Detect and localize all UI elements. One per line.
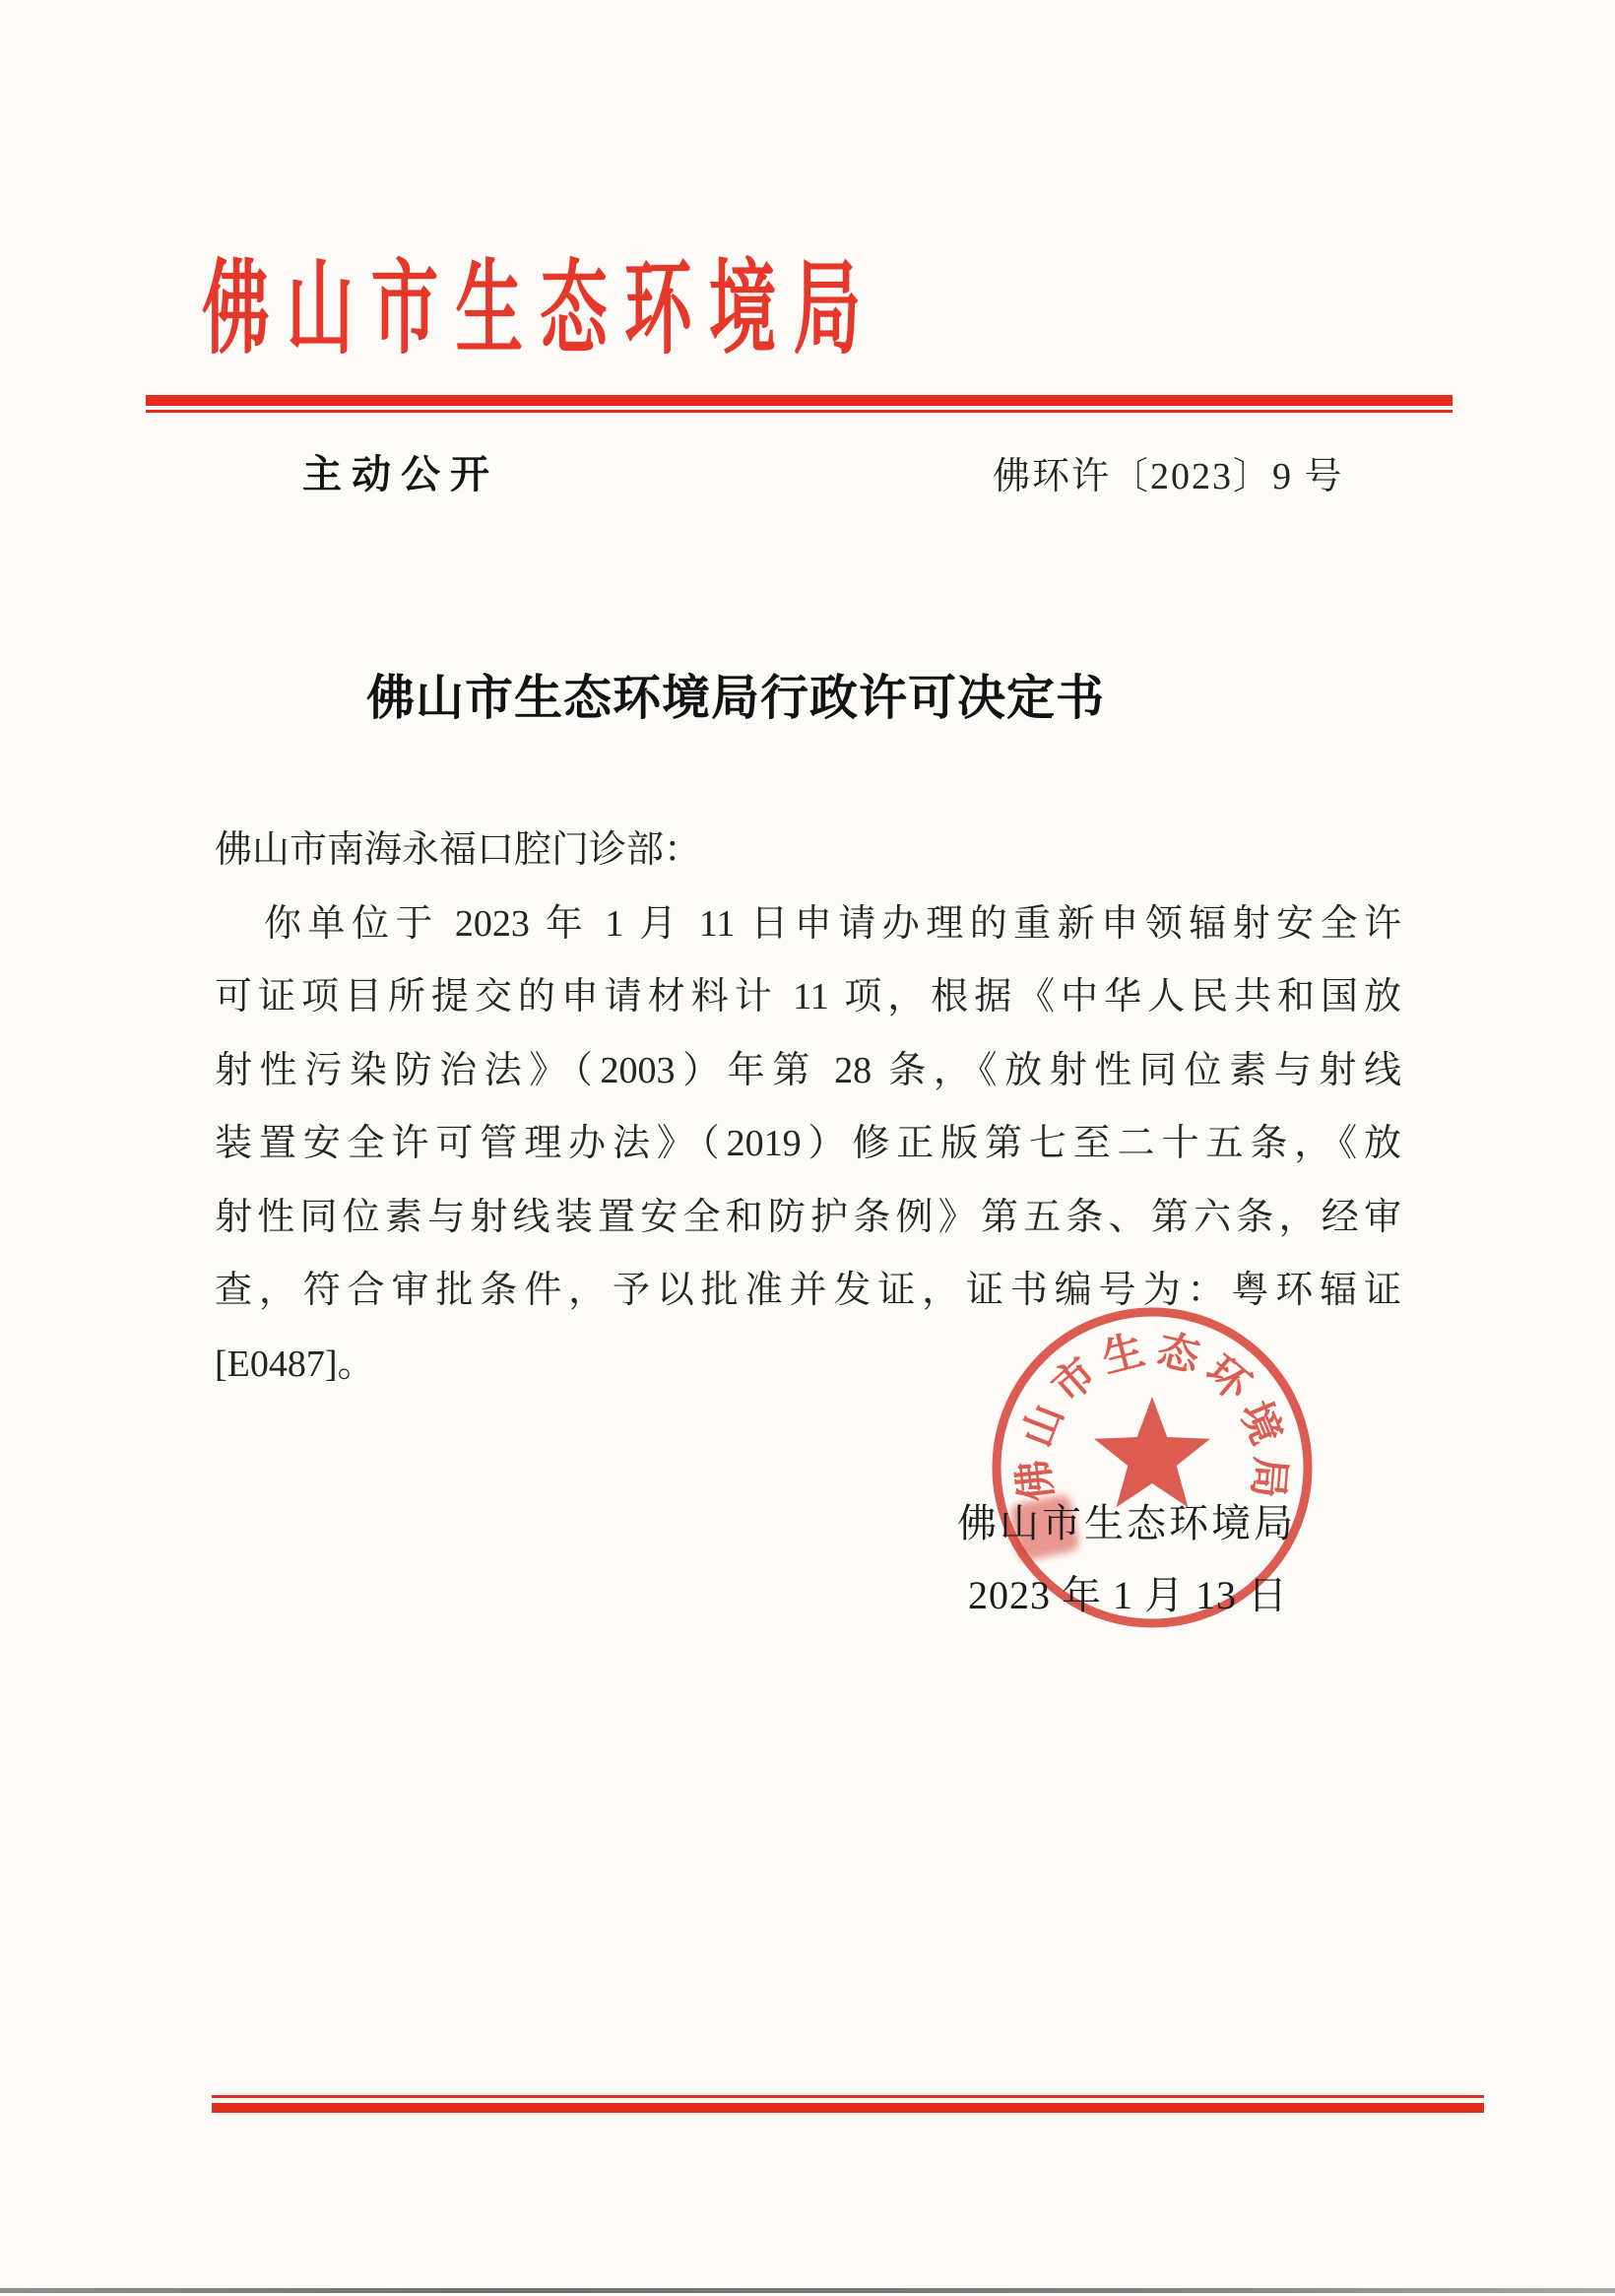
scan-bottom-edge bbox=[0, 2288, 1615, 2293]
letterhead-title bbox=[202, 254, 1226, 366]
certificate-number-line: [E0487]。 bbox=[215, 1343, 375, 1385]
header-rule-thin bbox=[146, 410, 1453, 413]
salutation: 佛山市南海永福口腔门诊部： bbox=[215, 829, 702, 871]
signature-agency: 佛山市生态环境局 bbox=[957, 1501, 1296, 1545]
body-line: 你单位于 2023 年 1 月 11 日申请办理的重新申领辐射安全许 bbox=[264, 902, 1401, 945]
body-line: 查，符合审批条件，予以批准并发证，证书编号为：粤环辐证 bbox=[215, 1270, 1401, 1311]
body-line: 可证项目所提交的申请材料计 11 项，根据《中华人民共和国放 bbox=[215, 976, 1401, 1017]
footer-rule-thick bbox=[212, 2103, 1484, 2113]
seal-arc-text: 佛山市生态环境局 bbox=[1011, 1327, 1293, 1504]
letterhead-title-text: 佛山市生态环境局 bbox=[202, 253, 878, 366]
body-line: 射性污染防治法》（2003）年第 28 条，《放射性同位素与射线 bbox=[215, 1049, 1401, 1091]
footer-rule-thin bbox=[212, 2095, 1484, 2098]
seal-star bbox=[1094, 1397, 1210, 1507]
doc-title: 佛山市生态环境局行政许可决定书 bbox=[366, 671, 1106, 725]
signature-date: 2023 年 1 月 13 日 bbox=[968, 1573, 1288, 1617]
body-line: 射性同位素与射线装置安全和防护条例》第五条、第六条，经审 bbox=[215, 1196, 1401, 1238]
doc-number: 佛环许〔2023〕9 号 bbox=[993, 456, 1344, 497]
publicity-label: 主动公开 bbox=[302, 453, 499, 496]
body-line: 装置安全许可管理办法》（2019）修正版第七至二十五条，《放 bbox=[215, 1123, 1401, 1164]
header-rule-thick bbox=[146, 395, 1453, 406]
